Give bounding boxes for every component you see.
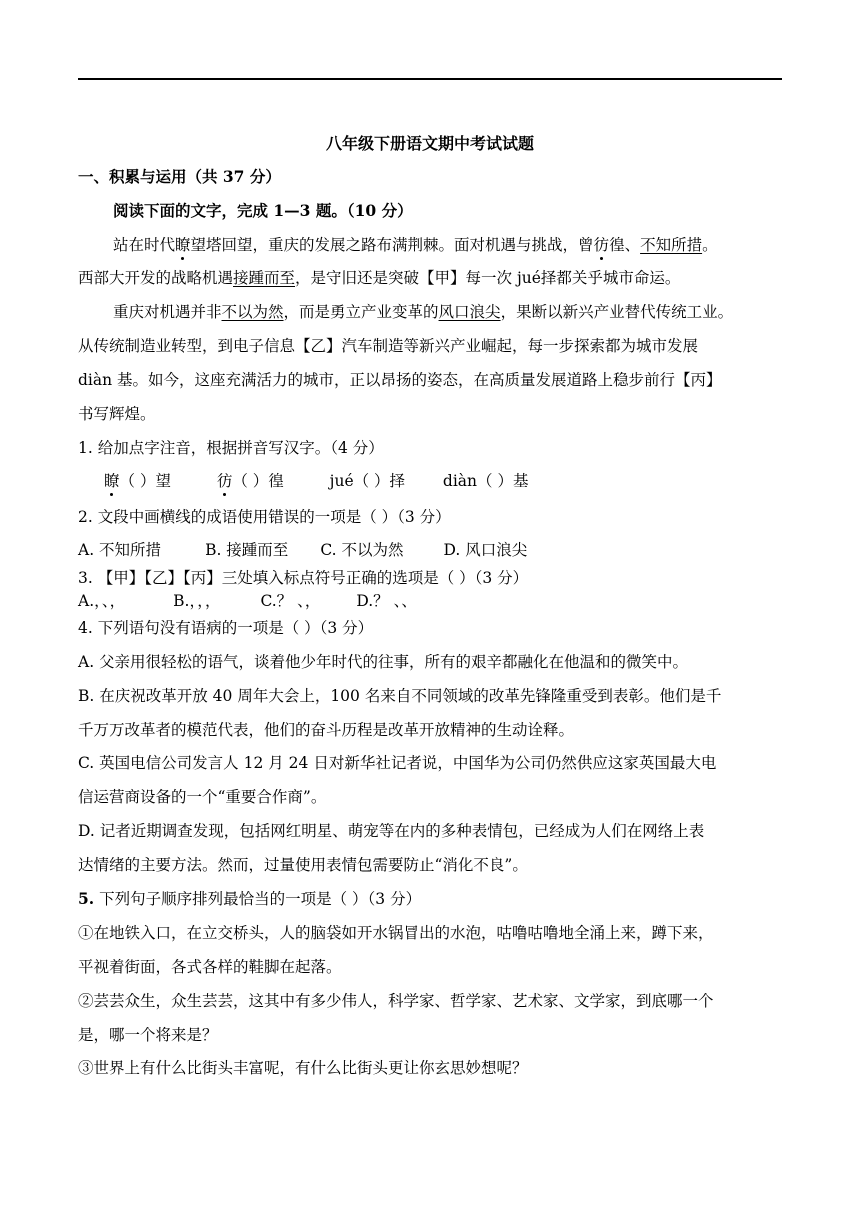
option-d: D.？ 、、	[356, 592, 417, 610]
question-1-items: 瞭（ ）望 彷（ ）徨 jué（ ）择 diàn（ ）基	[104, 472, 529, 490]
dotted-char: 彷	[593, 236, 610, 254]
question-1-stem: 1. 给加点字注音，根据拼音写汉字。（4 分）	[78, 439, 384, 457]
passage-line: diàn 基。如今，这座充满活力的城市，正以昂扬的姿态，在高质量发展道路上稳步前行【丙】	[78, 371, 722, 389]
passage-line: 重庆对机遇并非不以为然，而是勇立产业变革的风口浪尖，果断以新兴产业替代传统工业。	[113, 303, 734, 321]
question-2-stem: 2. 文段中画横线的成语使用错误的一项是（ ）（3 分）	[78, 508, 451, 526]
reading-instructions: 阅读下面的文字，完成 1—3 题。（10 分）	[113, 201, 413, 220]
option-a: A.，、，	[78, 592, 126, 610]
dotted-char: 瞭	[104, 472, 120, 490]
underlined-idiom: 风口浪尖	[438, 303, 501, 321]
question-4-option-b: B. 在庆祝改革开放 40 周年大会上，100 名来自不同领域的改革先锋隆重受到表彰。他们是千	[78, 687, 722, 705]
passage-line: 西部大开发的战略机遇接踵而至，是守旧还是突破【甲】每一次 jué择都关乎城市命运。	[78, 269, 681, 287]
question-4-option-a: A. 父亲用很轻松的语气，谈着他少年时代的往事，所有的艰辛都融化在他温和的微笑中。	[78, 653, 689, 671]
sentence-3: ③世界上有什么比街头丰富呢，有什么比街头更让你玄思妙想呢？	[78, 1059, 528, 1077]
page-title: 八年级下册语文期中考试试题	[325, 134, 534, 153]
question-4-option-d-cont: 达情绪的主要方法。然而，过量使用表情包需要防止“消化不良”。	[78, 856, 528, 874]
underlined-idiom: 不知所措	[640, 236, 703, 254]
question-4-stem: 4. 下列语句没有语病的一项是（ ）（3 分）	[78, 619, 374, 637]
option-b: B.，，，	[173, 592, 221, 610]
option-d: D. 风口浪尖	[443, 541, 528, 559]
sentence-2: ②芸芸众生，众生芸芸，这其中有多少伟人，科学家、哲学家、艺术家、文学家，到底哪一个	[78, 992, 714, 1010]
option-c: C.？ 、，	[260, 592, 321, 610]
question-3-options	[78, 590, 417, 612]
dotted-char: 彷	[216, 472, 233, 490]
passage-line: 书写辉煌。	[78, 405, 156, 423]
dotted-char: 瞭	[175, 236, 191, 254]
sentence-1-cont: 平视着街面，各式各样的鞋脚在起落。	[78, 958, 342, 976]
question-4-option-c-cont: 信运营商设备的一个“重要合作商”。	[78, 788, 327, 806]
header-rule	[78, 78, 782, 80]
question-2-options	[78, 539, 527, 561]
underlined-idiom: 不以为然	[221, 303, 284, 321]
passage-line: 站在时代瞭望塔回望，重庆的发展之路布满荆棘。面对机遇与挑战，曾彷徨、不知所措。	[113, 236, 718, 254]
question-5-stem: 5. 下列句子顺序排列最恰当的一项是（ ）（3 分）	[78, 889, 422, 908]
sentence-1: ①在地铁入口，在立交桥头，人的脑袋如开水锅冒出的水泡，咕噜咕噜地全涌上来，蹲下来，	[78, 924, 714, 942]
underlined-idiom: 接踵而至	[233, 269, 296, 287]
section-heading: 一、积累与运用（共 37 分）	[78, 167, 281, 186]
question-3-stem: 3. 【甲】【乙】【丙】三处填入标点符号正确的选项是（ ）（3 分）	[78, 569, 529, 587]
sentence-2-cont: 是，哪一个将来是？	[78, 1026, 218, 1044]
passage-line: 从传统制造业转型，到电子信息【乙】汽车制造等新兴产业崛起，每一步探索都为城市发展	[78, 337, 699, 355]
question-4-option-b-cont: 千万万改革者的模范代表，他们的奋斗历程是改革开放精神的生动诠释。	[78, 721, 575, 739]
option-a: A. 不知所措	[78, 541, 162, 559]
option-b: B. 接踵而至	[205, 541, 289, 559]
question-4-option-d: D. 记者近期调查发现，包括网红明星、萌宠等在内的多种表情包，已经成为人们在网络上表	[78, 822, 705, 840]
question-4-option-c: C. 英国电信公司发言人 12 月 24 日对新华社记者说，中国华为公司仍然供应这家英国最大电	[78, 754, 717, 772]
option-c: C. 不以为然	[320, 541, 404, 559]
